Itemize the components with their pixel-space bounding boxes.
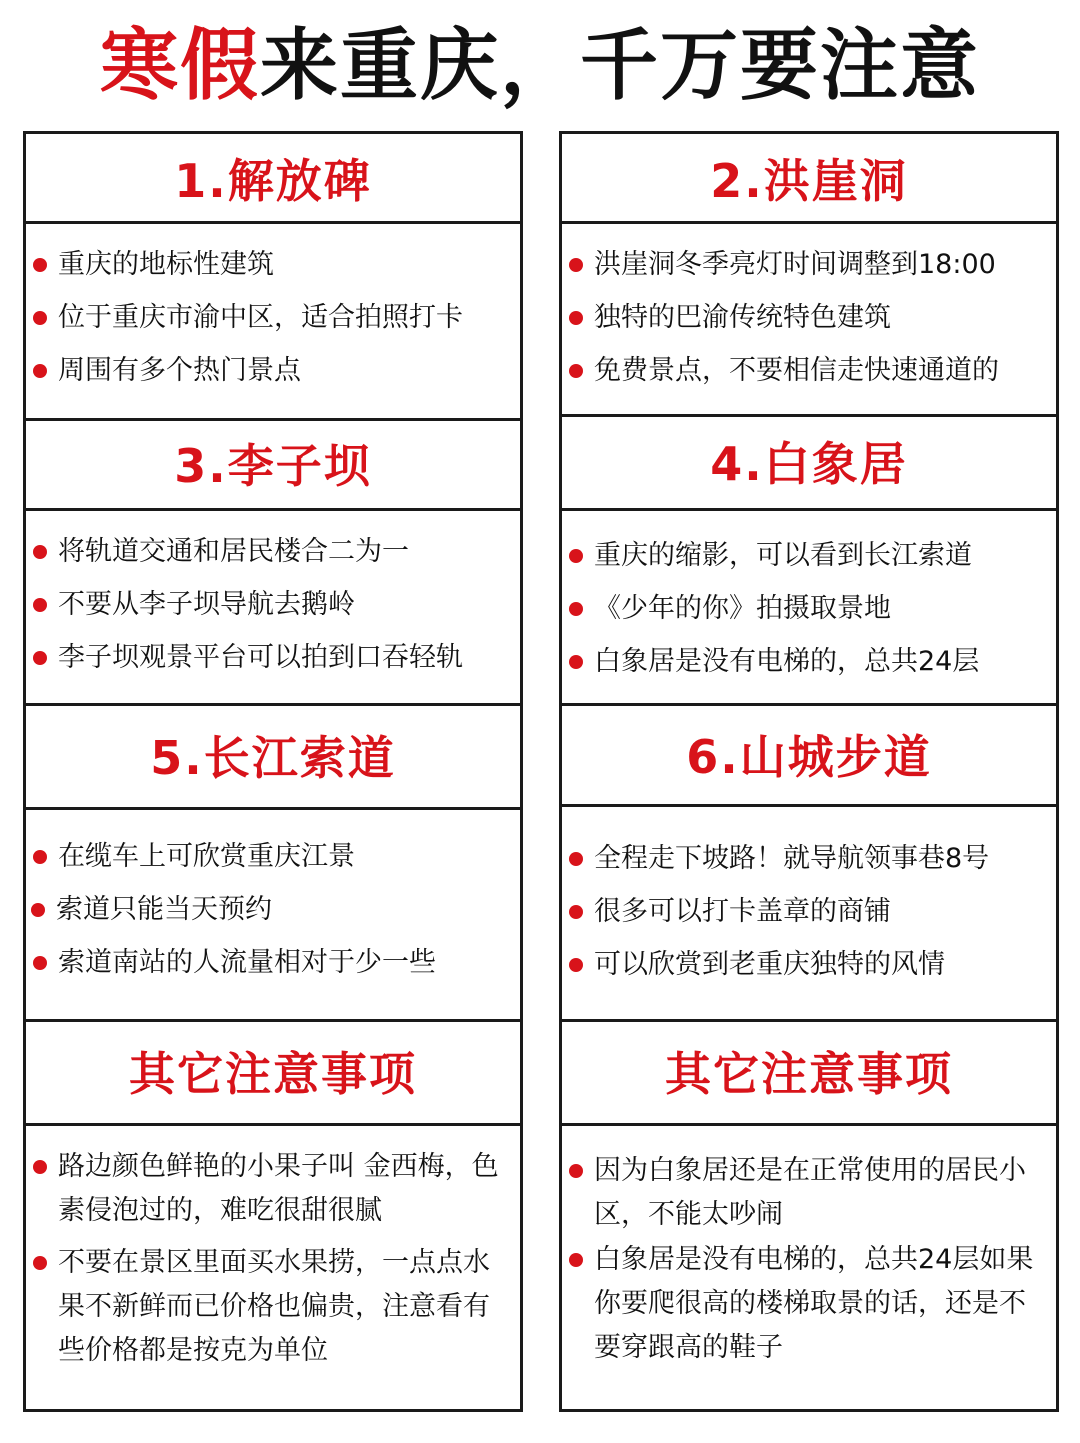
list-item: 全程走下坡路！就导航领事巷8号: [594, 837, 1050, 881]
list-item: 重庆的地标性建筑: [58, 243, 514, 287]
list-item: 很多可以打卡盖章的商铺: [594, 890, 1050, 934]
list-item: 周围有多个热门景点: [58, 349, 514, 393]
list-item: 《少年的你》拍摄取景地: [594, 587, 1050, 631]
list-item: 免费景点，不要相信走快速通道的: [594, 349, 1050, 393]
page-title: [0, 18, 1080, 114]
section-7-header: 其它注意事项: [26, 1019, 520, 1126]
bullet-icon: [569, 311, 583, 325]
section-1-header: 1.解放碑: [26, 134, 520, 224]
bullet-icon: [569, 364, 583, 378]
list-item: 在缆车上可欣赏重庆江景: [58, 835, 514, 879]
bullet-icon: [33, 364, 47, 378]
left-column: [23, 131, 523, 1412]
section-6-header: 6.山城步道: [562, 703, 1056, 807]
section-3-header: 3.李子坝: [26, 418, 520, 511]
bullet-icon: [33, 850, 47, 864]
list-item: 索道只能当天预约: [56, 888, 514, 932]
section-4-body: [562, 508, 1056, 706]
section-6-body: [562, 804, 1056, 1022]
bullet-icon: [33, 545, 47, 559]
list-item: 重庆的缩影，可以看到长江索道: [594, 534, 1050, 578]
section-7-body: [26, 1123, 520, 1409]
section-2-body: [562, 221, 1056, 417]
bullet-icon: [33, 1160, 47, 1174]
list-item: 索道南站的人流量相对于少一些: [58, 941, 514, 985]
section-5-body: [26, 807, 520, 1022]
bullet-icon: [31, 903, 45, 917]
bullet-icon: [33, 598, 47, 612]
title-highlight: 寒假: [99, 21, 260, 111]
list-item: 不要从李子坝导航去鹅岭: [58, 583, 514, 627]
section-8-header: 其它注意事项: [562, 1019, 1056, 1126]
bullet-icon: [569, 958, 583, 972]
list-item: 路边颜色鲜艳的小果子叫 金西梅，色素侵泡过的，难吃很甜很腻: [58, 1145, 514, 1233]
list-item: 独特的巴渝传统特色建筑: [594, 296, 1050, 340]
list-item: 位于重庆市渝中区，适合拍照打卡: [58, 296, 514, 340]
right-column: [559, 131, 1059, 1412]
list-item: 因为白象居还是在正常使用的居民小区，不能太吵闹: [594, 1149, 1050, 1237]
list-item: 可以欣赏到老重庆独特的风情: [594, 943, 1050, 987]
bullet-icon: [569, 549, 583, 563]
bullet-icon: [569, 852, 583, 866]
section-2-header: 2.洪崖洞: [562, 134, 1056, 224]
bullet-icon: [33, 1256, 47, 1270]
list-item: 白象居是没有电梯的，总共24层如果你要爬很高的楼梯取景的话，还是不要穿跟高的鞋子: [594, 1238, 1050, 1370]
bullet-icon: [33, 956, 47, 970]
bullet-icon: [569, 1164, 583, 1178]
section-1-body: [26, 221, 520, 421]
title-rest: 来重庆，千万要注意: [260, 21, 981, 111]
bullet-icon: [569, 1253, 583, 1267]
bullet-icon: [569, 905, 583, 919]
bullet-icon: [33, 311, 47, 325]
section-4-header: 4.白象居: [562, 414, 1056, 511]
section-8-body: [562, 1123, 1056, 1409]
bullet-icon: [33, 651, 47, 665]
list-item: 李子坝观景平台可以拍到口吞轻轨: [58, 636, 514, 680]
bullet-icon: [569, 655, 583, 669]
section-3-body: [26, 508, 520, 706]
list-item: 将轨道交通和居民楼合二为一: [58, 530, 514, 574]
list-item: 不要在景区里面买水果捞，一点点水果不新鲜而已价格也偏贵，注意看有些价格都是按克为单位: [58, 1241, 514, 1373]
list-item: 洪崖洞冬季亮灯时间调整到18:00: [594, 243, 1050, 287]
bullet-icon: [569, 258, 583, 272]
bullet-icon: [569, 602, 583, 616]
section-5-header: 5.长江索道: [26, 703, 520, 810]
list-item: 白象居是没有电梯的，总共24层: [594, 640, 1050, 684]
bullet-icon: [33, 258, 47, 272]
